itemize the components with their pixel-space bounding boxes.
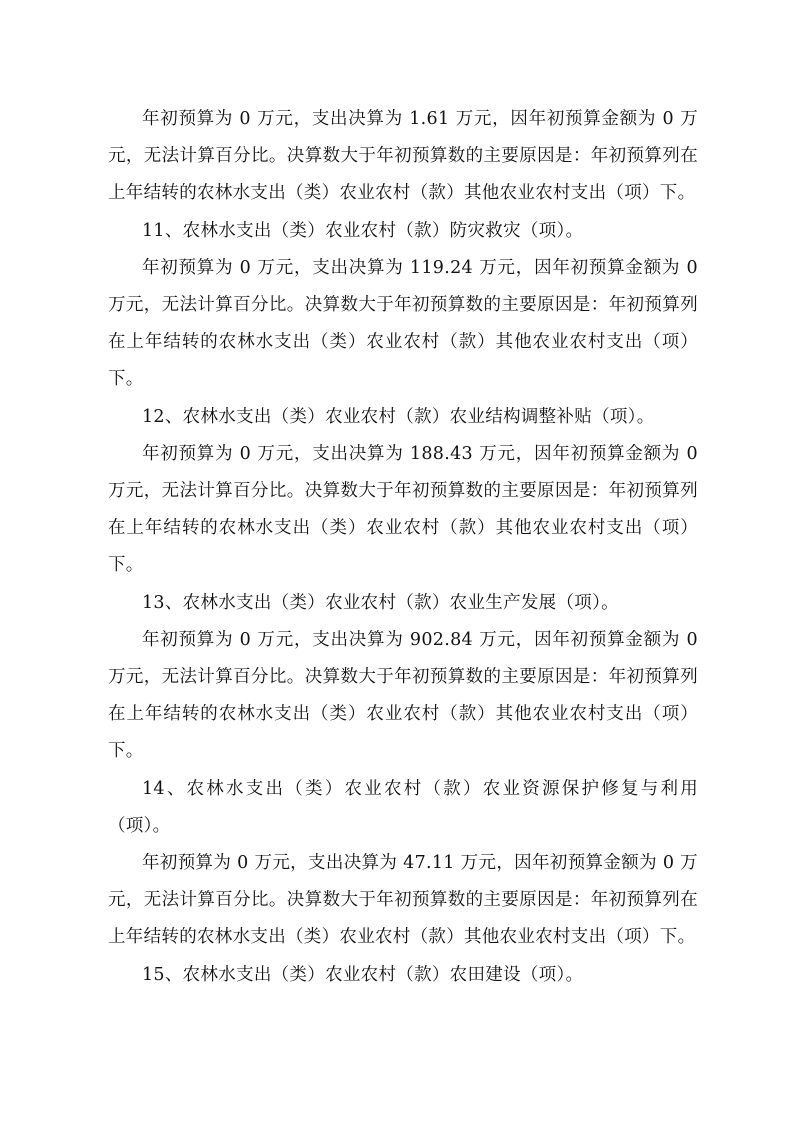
paragraph-11-detail: 年初预算为 0 万元，支出决算为 119.24 万元，因年初预算金额为 0 万元，无法计算百分比。决算数大于年初预算数的主要原因是：年初预算列在上年结转的农林水支出（类）农业农村（款）其他农业农村支出（项）下。 (108, 257, 698, 390)
paragraph-12-detail: 年初预算为 0 万元，支出决算为 188.43 万元，因年初预算金额为 0 万元，无法计算百分比。决算数大于年初预算数的主要原因是：年初预算列在上年结转的农林水支出（类）农业农村（款）其他农业农村支出（项）下。 (108, 443, 698, 576)
item-13-heading: 13、农林水支出（类）农业农村（款）农业生产发展（项）。 (142, 592, 619, 613)
paragraph-13-detail: 年初预算为 0 万元，支出决算为 902.84 万元，因年初预算金额为 0 万元，无法计算百分比。决算数大于年初预算数的主要原因是：年初预算列在上年结转的农林水支出（类）农业农村（款）其他农业农村支出（项）下。 (108, 629, 698, 762)
paragraph-14-detail: 年初预算为 0 万元，支出决算为 47.11 万元，因年初预算金额为 0 万元，无法计算百分比。决算数大于年初预算数的主要原因是：年初预算列在上年结转的农林水支出（类）农业农村（款）其他农业农村支出（项）下。 (108, 853, 698, 948)
document-body (108, 101, 698, 994)
paragraph-10-detail: 年初预算为 0 万元，支出决算为 1.61 万元，因年初预算金额为 0 万元，无法计算百分比。决算数大于年初预算数的主要原因是：年初预算列在上年结转的农林水支出（类）农业农村（款）其他农业农村支出（项）下。 (108, 109, 698, 204)
item-11-heading: 11、农林水支出（类）农业农村（款）防灾救灾（项）。 (142, 220, 584, 241)
item-12-heading: 12、农林水支出（类）农业农村（款）农业结构调整补贴（项）。 (142, 406, 655, 427)
item-14-heading: 14、农林水支出（类）农业农村（款）农业资源保护修复与利用（项）。 (108, 778, 698, 836)
item-15-heading: 15、农林水支出（类）农业农村（款）农田建设（项）。 (142, 964, 584, 985)
